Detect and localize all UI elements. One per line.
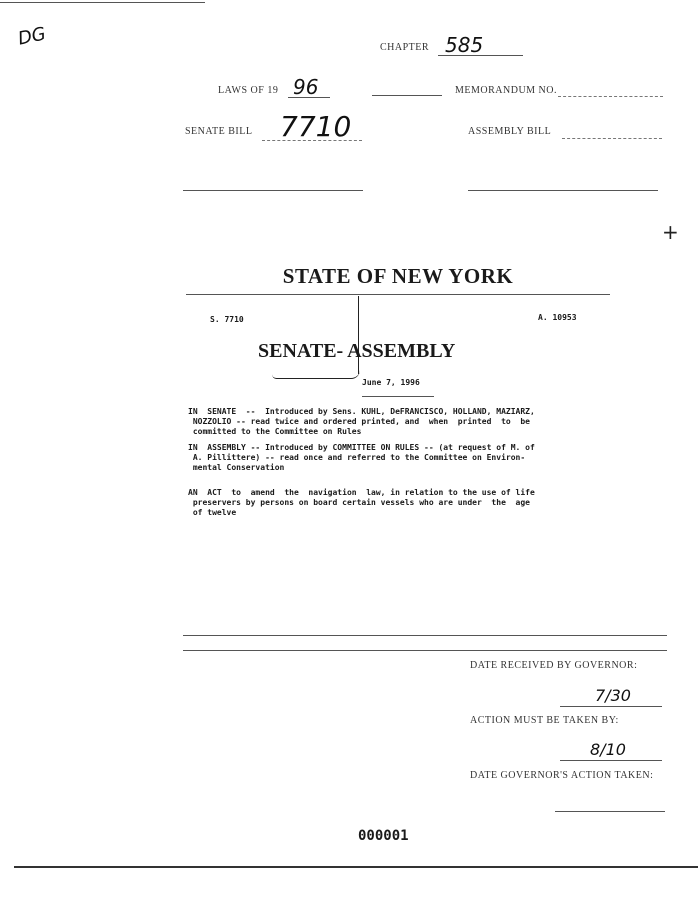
memo-line [558, 96, 663, 97]
separator-line-1 [183, 635, 667, 636]
assembly-bill-label: ASSEMBLY BILL [468, 126, 552, 137]
action-by-line [560, 760, 662, 761]
assembly-number: A. 10953 [538, 313, 577, 322]
title-rule [186, 294, 610, 295]
laws-label: LAWS OF 19 [218, 85, 279, 96]
chapter-number: 585 [445, 33, 484, 57]
laws-year: 96 [293, 75, 319, 99]
date-received-value: 7/30 [595, 686, 631, 705]
blank-line-1 [372, 95, 442, 96]
date-received-line [560, 706, 662, 707]
assembly-intro-line: mental Conservation [188, 463, 285, 472]
memo-label: MEMORANDUM NO. [455, 85, 558, 96]
act-line: preservers by persons on board certain vessels who are under the age [188, 498, 530, 507]
pen-stroke-curve [272, 370, 360, 379]
action-by-value: 8/10 [590, 740, 626, 759]
date-received-label: DATE RECEIVED BY GOVERNOR: [470, 660, 638, 671]
margin-note: DG [16, 23, 48, 50]
senate-bill-line [262, 140, 362, 141]
assembly-intro-line: A. Pillittere) -- read once and referred to the Committee on Environ- [188, 453, 526, 462]
senate-bill-label: SENATE BILL [185, 126, 253, 137]
senate-intro-paragraph [188, 407, 535, 437]
bottom-rule [14, 866, 698, 868]
chamber-title-assembly: - ASSEMBLY [336, 340, 456, 362]
assembly-intro-paragraph [188, 443, 535, 473]
senate-bill-number: 7710 [280, 110, 352, 143]
action-taken-line [555, 811, 665, 812]
bill-date: June 7, 1996 [362, 378, 420, 387]
chamber-title [258, 340, 455, 363]
assembly-bill-line [562, 138, 662, 139]
chapter-line [438, 55, 523, 56]
action-by-label: ACTION MUST BE TAKEN BY: [470, 715, 619, 726]
page-number: 000001 [358, 828, 409, 844]
act-paragraph [188, 488, 535, 518]
senate-intro-line: IN SENATE -- Introduced by Sens. KUHL, DeFRANCISCO, HOLLAND, MAZIARZ, [188, 407, 535, 416]
act-line: of twelve [188, 508, 237, 517]
action-taken-label: DATE GOVERNOR'S ACTION TAKEN: [470, 770, 654, 781]
top-rule [0, 2, 205, 3]
chapter-label: CHAPTER [380, 42, 430, 53]
senate-number: S. 7710 [210, 315, 244, 324]
date-rule [362, 396, 434, 397]
assembly-intro-line: IN ASSEMBLY -- Introduced by COMMITTEE ON RULES -- (at request of M. of [188, 443, 535, 452]
senate-intro-line: NOZZOLIO -- read twice and ordered printed, and when printed to be [188, 417, 530, 426]
act-line: AN ACT to amend the navigation law, in relation to the use of life [188, 488, 535, 497]
blank-line-2 [183, 190, 363, 191]
chamber-title-senate: SENATE [258, 340, 337, 362]
blank-line-3 [468, 190, 658, 191]
laws-line [288, 97, 330, 98]
state-title: STATE OF NEW YORK [282, 264, 514, 288]
separator-line-2 [183, 650, 667, 651]
registration-mark: + [662, 220, 679, 244]
senate-intro-line: committed to the Committee on Rules [188, 427, 362, 436]
